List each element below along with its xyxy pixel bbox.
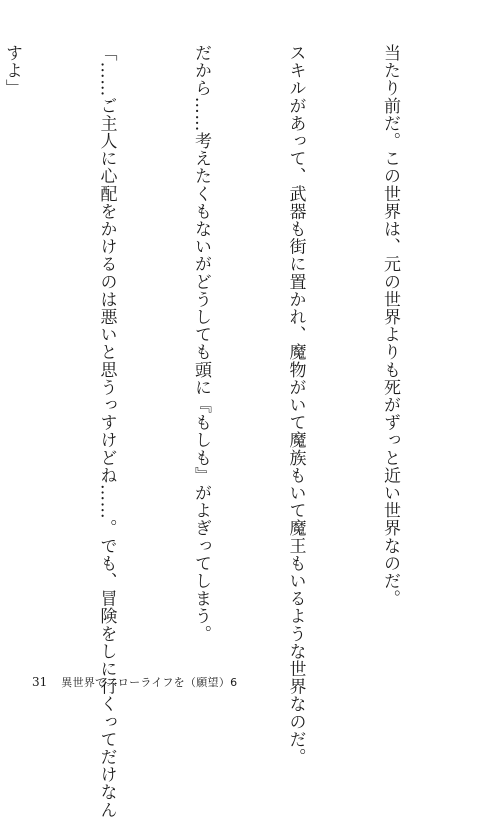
text-line: スキルがあって、武器も街に置かれ、魔物がいて魔族もいて魔王もいるような世界なのだ。 (285, 44, 306, 766)
text-line: だから……考えたくもないがどうしても頭に『もしも』がよぎってしまう。 (191, 44, 211, 643)
text-line: 当たり前だ。この世界は、元の世界よりも死がずっと近い世界なのだ。 (380, 44, 400, 608)
page-footer (32, 672, 237, 692)
page-number: 31 (32, 675, 48, 689)
text-line: 「……ご主人に心配をかけるのは悪いと思うっすけどね……。でも、冒険をしに行くってだけなん (96, 44, 117, 818)
running-title: 異世界でスローライフを（願望）6 (61, 676, 238, 689)
text-line: すよ」 (2, 44, 22, 97)
